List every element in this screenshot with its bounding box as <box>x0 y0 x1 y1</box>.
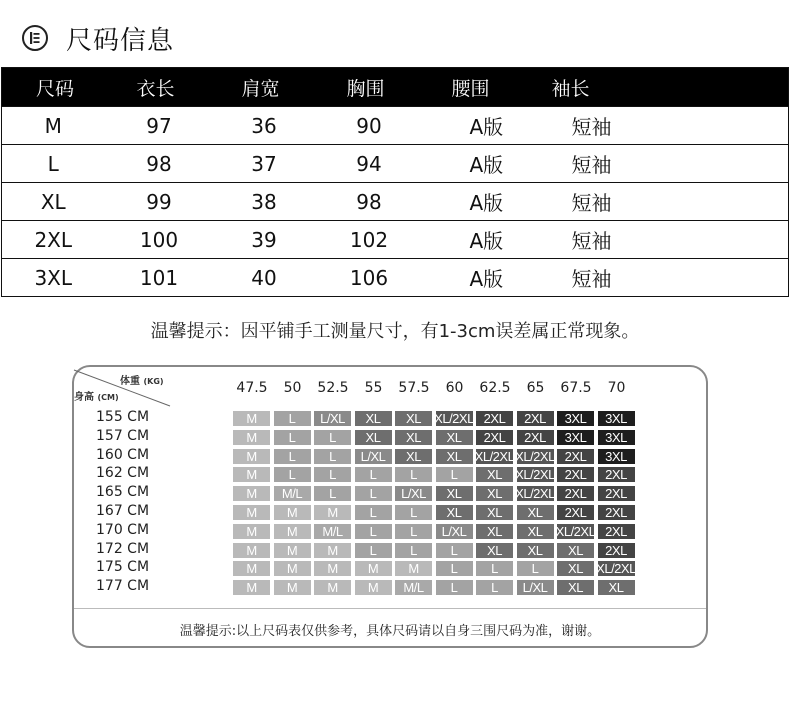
size-cell: M <box>313 504 352 521</box>
size-cell: M <box>232 485 271 502</box>
size-cell: XL <box>475 466 514 483</box>
height-label: 165 CM <box>96 484 150 501</box>
table-cell: 40 <box>212 259 317 297</box>
size-cell: XL <box>394 448 433 465</box>
table-cell: A版 <box>422 221 522 259</box>
size-cell: 2XL <box>556 448 595 465</box>
table-cell: 短袖 <box>522 259 789 297</box>
size-cell: 2XL <box>475 410 514 427</box>
column-header: 袖长 <box>522 68 789 107</box>
page-header <box>22 18 174 58</box>
table-cell: 短袖 <box>522 183 789 221</box>
size-cell: M <box>354 560 393 577</box>
size-cell: L/XL <box>354 448 393 465</box>
table-cell: 97 <box>107 107 212 145</box>
size-cell: XL <box>435 504 474 521</box>
table-cell: A版 <box>422 183 522 221</box>
size-cell: 3XL <box>597 429 636 446</box>
height-label: 162 CM <box>96 465 150 482</box>
measurement-tip: 温馨提示：因平铺手工测量尺寸，有1-3cm误差属正常现象。 <box>150 321 640 342</box>
weight-header: 62.5 <box>479 380 511 396</box>
size-cell: XL <box>354 410 393 427</box>
info-icon <box>22 25 48 51</box>
size-cell: XL/2XL <box>596 561 636 577</box>
size-cell: L <box>313 485 352 502</box>
size-cell: L <box>354 466 393 483</box>
size-cell: M <box>232 542 271 559</box>
size-cell: 2XL <box>597 466 636 483</box>
size-cell: L <box>273 466 312 483</box>
size-cell: L <box>313 429 352 446</box>
size-cell: L <box>273 410 312 427</box>
size-cell: L <box>354 542 393 559</box>
size-cell: L <box>354 504 393 521</box>
size-cell: 2XL <box>556 485 595 502</box>
size-cell: M <box>232 560 271 577</box>
size-cell: M <box>232 504 271 521</box>
height-label: 160 CM <box>96 446 150 463</box>
height-label: 167 CM <box>96 503 150 519</box>
size-cell: XL <box>556 579 595 596</box>
size-cell: L/XL <box>516 579 555 596</box>
height-label: 177 CM <box>96 578 150 595</box>
table-cell: 3XL <box>2 259 107 297</box>
size-cell: 2XL <box>556 466 595 483</box>
size-cell: 2XL <box>516 429 555 446</box>
table-cell: M <box>2 107 107 145</box>
weight-header: 67.5 <box>560 380 592 396</box>
size-cell: L <box>354 485 393 502</box>
size-cell: M <box>273 579 312 596</box>
size-cell: L <box>313 448 352 465</box>
table-cell: 98 <box>107 145 212 183</box>
size-cell: M <box>232 523 271 540</box>
table-row <box>2 145 789 183</box>
table-cell: 2XL <box>2 221 107 259</box>
table-cell: 38 <box>212 183 317 221</box>
size-cell: 3XL <box>556 410 595 427</box>
size-cell: 2XL <box>597 542 636 559</box>
weight-header: 50 <box>283 380 302 396</box>
table-cell: XL <box>2 183 107 221</box>
size-cell: XL <box>475 542 514 559</box>
size-cell: M/L <box>313 523 352 540</box>
size-cell: L <box>435 542 474 559</box>
size-cell: XL <box>516 504 555 521</box>
height-label: 172 CM <box>96 540 150 557</box>
height-label: 170 CM <box>96 521 150 538</box>
size-cell: M <box>354 579 393 596</box>
size-cell: M <box>313 579 352 596</box>
size-cell: L <box>394 523 433 540</box>
size-cell: M <box>313 560 352 577</box>
column-header: 尺码 <box>2 68 107 107</box>
size-cell: M <box>232 429 271 446</box>
table-row <box>2 221 789 259</box>
size-cell: M <box>273 523 312 540</box>
size-cell: M <box>232 410 271 427</box>
table-cell: 102 <box>317 221 422 259</box>
table-cell: A版 <box>422 259 522 297</box>
size-cell: 2XL <box>597 523 636 540</box>
height-axis-label: 身高 (CM) <box>74 392 119 403</box>
size-cell: L <box>435 466 474 483</box>
weight-header: 57.5 <box>398 380 430 396</box>
table-cell: L <box>2 145 107 183</box>
table-cell: 99 <box>107 183 212 221</box>
size-cell: M <box>232 466 271 483</box>
weight-header: 65 <box>526 380 545 396</box>
table-cell: 98 <box>317 183 422 221</box>
column-header: 腰围 <box>422 68 522 107</box>
table-row <box>2 259 789 297</box>
size-cell: XL <box>354 429 393 446</box>
column-header: 衣长 <box>107 68 212 107</box>
size-cell: XL <box>597 579 636 596</box>
table-row <box>2 107 789 145</box>
size-cell: XL <box>435 485 474 502</box>
table-cell: A版 <box>422 145 522 183</box>
size-cell: XL/2XL <box>434 411 474 426</box>
table-cell: 短袖 <box>522 145 789 183</box>
size-cell: 3XL <box>597 410 636 427</box>
size-cell: M <box>232 448 271 465</box>
size-cell: XL <box>435 448 474 465</box>
weight-header: 47.5 <box>236 380 268 396</box>
table-header-row <box>2 68 789 107</box>
table-cell: 短袖 <box>522 221 789 259</box>
page-title: 尺码信息 <box>66 25 175 56</box>
weight-header: 70 <box>607 380 626 396</box>
size-cell: M <box>273 542 312 559</box>
size-cell: L <box>435 560 474 577</box>
height-label: 157 CM <box>96 427 150 444</box>
size-cell: XL <box>475 485 514 502</box>
size-cell: XL <box>556 560 595 577</box>
height-label: 175 CM <box>96 559 150 576</box>
size-cell: 2XL <box>556 504 595 521</box>
size-cell: L <box>475 579 514 596</box>
table-cell: 90 <box>317 107 422 145</box>
size-cell: 3XL <box>556 429 595 446</box>
divider <box>74 608 706 609</box>
size-cell: 2XL <box>597 485 636 502</box>
size-cell: L <box>394 542 433 559</box>
size-cell: L <box>475 560 514 577</box>
size-cell: L/XL <box>313 410 352 427</box>
weight-axis-label: 体重 (KG) <box>120 376 164 387</box>
table-cell: 37 <box>212 145 317 183</box>
size-cell: M <box>313 542 352 559</box>
size-cell: XL/2XL <box>555 523 596 539</box>
size-cell: L/XL <box>435 523 474 540</box>
size-cell: XL <box>394 429 433 446</box>
size-cell: M <box>273 560 312 577</box>
table-row <box>2 183 789 221</box>
size-cell: L <box>313 466 352 483</box>
chart-footer-note: 温馨提示:以上尺码表仅供参考，具体尺码请以自身三围尺码为准，谢谢。 <box>179 624 601 639</box>
table-cell: 106 <box>317 259 422 297</box>
size-cell: XL <box>516 542 555 559</box>
weight-header: 60 <box>445 380 464 396</box>
size-cell: L <box>394 466 433 483</box>
size-cell: XL/2XL <box>474 448 515 464</box>
weight-header: 52.5 <box>317 380 349 396</box>
table-cell: A版 <box>422 107 522 145</box>
size-cell: XL <box>435 429 474 446</box>
size-cell: L <box>273 429 312 446</box>
table-cell: 39 <box>212 221 317 259</box>
size-cell: 2XL <box>516 410 555 427</box>
table-cell: 短袖 <box>522 107 789 145</box>
size-cell: M/L <box>273 485 312 502</box>
size-cell: XL/2XL <box>515 467 555 483</box>
height-label: 155 CM <box>96 409 150 425</box>
size-cell: L <box>435 579 474 596</box>
size-cell: 3XL <box>597 448 636 465</box>
size-cell: L/XL <box>394 485 433 502</box>
table-cell: 101 <box>107 259 212 297</box>
column-header: 肩宽 <box>212 68 317 107</box>
size-cell: L <box>273 448 312 465</box>
size-cell: XL <box>516 523 555 540</box>
size-cell: XL/2XL <box>515 448 555 464</box>
weight-header: 55 <box>364 380 383 396</box>
size-cell: XL <box>475 523 514 540</box>
size-table <box>1 67 789 297</box>
table-cell: 94 <box>317 145 422 183</box>
size-cell: 2XL <box>597 504 636 521</box>
size-cell: M <box>232 579 271 596</box>
column-header: 胸围 <box>317 68 422 107</box>
size-cell: L <box>516 560 555 577</box>
size-cell: M <box>394 560 433 577</box>
size-cell: L <box>394 504 433 521</box>
size-cell: M <box>273 504 312 521</box>
table-cell: 100 <box>107 221 212 259</box>
size-cell: XL <box>475 504 514 521</box>
size-cell: XL <box>394 410 433 427</box>
size-cell: 2XL <box>475 429 514 446</box>
size-cell: XL/2XL <box>515 486 555 502</box>
size-cell: L <box>354 523 393 540</box>
size-cell: M/L <box>394 579 433 596</box>
size-cell: XL <box>556 542 595 559</box>
table-cell: 36 <box>212 107 317 145</box>
